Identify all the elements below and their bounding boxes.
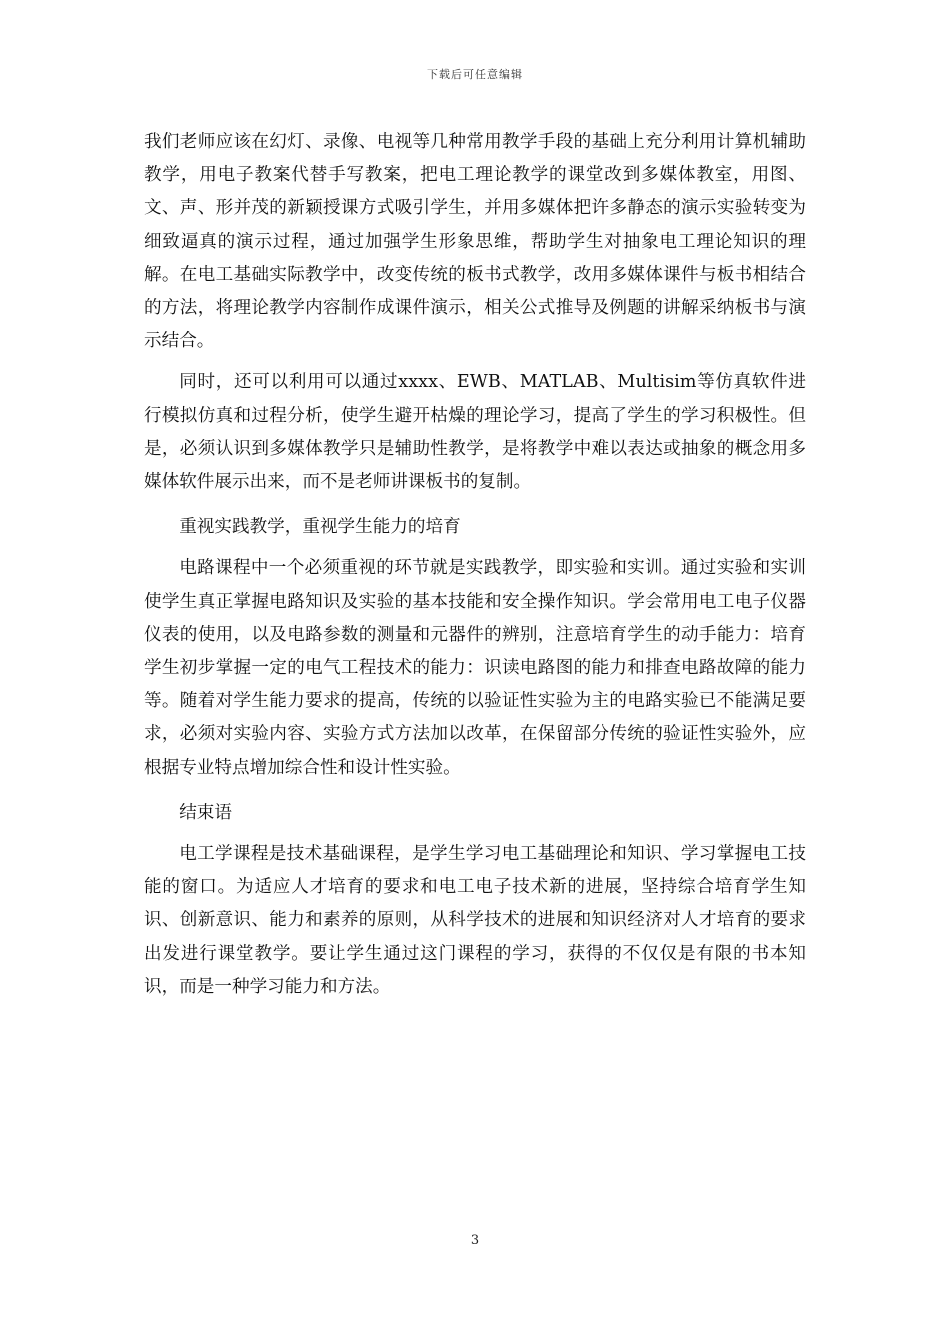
paragraph-simulation-software: 同时，还可以利用可以通过xxxx、EWB、MATLAB、Multisim等仿真软件进行模拟仿真和过程分析，使学生避开枯燥的理论学习，提高了学生的学习积极性。但是，必须认识到多媒体教学只是辅助性教学，是将教学中难以表达或抽象的概念用多媒体软件展示出来，而不是老师讲课板书的复制。 [144,372,806,493]
page-header: 下载后可任意编辑 [427,68,523,81]
paragraph-gap [144,358,806,366]
paragraph-multimedia-teaching: 我们老师应该在幻灯、录像、电视等几种常用教学手段的基础上充分利用计算机辅助教学，用电子教案代替手写教案，把电工理论教学的课堂改到多媒体教室，用图、文、声、形并茂的新颖授课方式吸引学生，并用多媒体把许多静态的演示实验转变为细致逼真的演示过程，通过加强学生形象思维，帮助学生对抽象电工理论知识的理解。在电工基础实际教学中，改变传统的板书式教学，改用多媒体课件与板书相结合的方法，将理论教学内容制作成课件演示，相关公式推导及例题的讲解采纳板书与演示结合。 [144,132,806,352]
paragraph-gap [144,499,806,511]
paragraph-gap [144,785,806,797]
paragraph-practice-teaching: 电路课程中一个必须重视的环节就是实践教学，即实验和实训。通过实验和实训使学生真正掌握电路知识及实验的基本技能和安全操作知识。学会常用电工电子仪器仪表的使用，以及电路参数的测量和元器件的辨别，注意培育学生的动手能力：培育学生初步掌握一定的电气工程技术的能力：识读电路图的能力和排查电路故障的能力等。随着对学生能力要求的提高，传统的以验证性实验为主的电路实验已不能满足要求，必须对实验内容、实验方式方法加以改革，在保留部分传统的验证性实验外，应根据专业特点增加综合性和设计性实验。 [144,558,806,778]
paragraph-conclusion: 电工学课程是技术基础课程，是学生学习电工基础理论和知识、学习掌握电工技能的窗口。为适应人才培育的要求和电工电子技术新的进展，坚持综合培育学生知识、创新意识、能力和素养的原则，从科学技术的进展和知识经济对人才培育的要求出发进行课堂教学。要让学生通过这门课程的学习，获得的不仅仅是有限的书本知识，而是一种学习能力和方法。 [144,844,806,997]
section-heading-conclusion: 结束语 [179,802,232,823]
document-body [144,126,806,1004]
paragraph-gap [144,544,806,552]
page-number: 3 [470,1233,480,1248]
paragraph-gap [144,830,806,838]
section-heading-practice: 重视实践教学，重视学生能力的培育 [179,517,461,538]
